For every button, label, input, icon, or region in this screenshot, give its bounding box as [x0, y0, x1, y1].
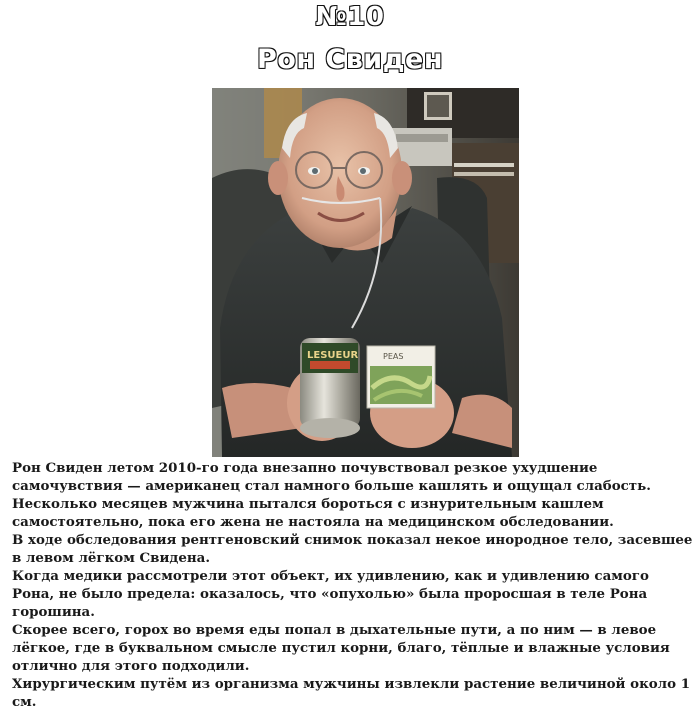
article-paragraph: Когда медики рассмотрели этот объект, их удивлению, как и удивлению самого Рона, не было предела: оказалось, что «опухолью» была проросшая в теле Рона горошина.: [12, 568, 649, 620]
packet-label: PEAS: [383, 352, 404, 361]
article-paragraph: В ходе обследования рентгеновский снимок показал некое инородное тело, засевшее в левом лёгком Свидена.: [12, 532, 693, 566]
article-text: [12, 459, 694, 711]
item-number-heading: №10: [315, 2, 385, 32]
can-label: LESUEUR: [307, 350, 359, 361]
portrait-photo: [212, 88, 519, 457]
article-paragraph: Скорее всего, горох во время еды попал в дыхательные пути, а по ним — в левое лёгкое, где в буквальном смысле пустил корни, благо, тёплые и влажные условия отлично для этого подходили.: [12, 622, 670, 674]
article-paragraph: Хирургическим путём из организма мужчины извлекли растение величиной около 1 см.: [12, 676, 691, 710]
person-name-heading: Рон Свиден: [257, 44, 443, 75]
article-paragraph: Рон Свиден летом 2010-го года внезапно почувствовал резкое ухудшение самочувствия — американец стал намного больше кашлять и ощущал слабость. Несколько месяцев мужчина пытался бороться с изнурительным кашлем самостоятельно, пока его жена не настояла на медицинском обследовании.: [12, 460, 651, 530]
portrait-illustration: [212, 88, 519, 457]
